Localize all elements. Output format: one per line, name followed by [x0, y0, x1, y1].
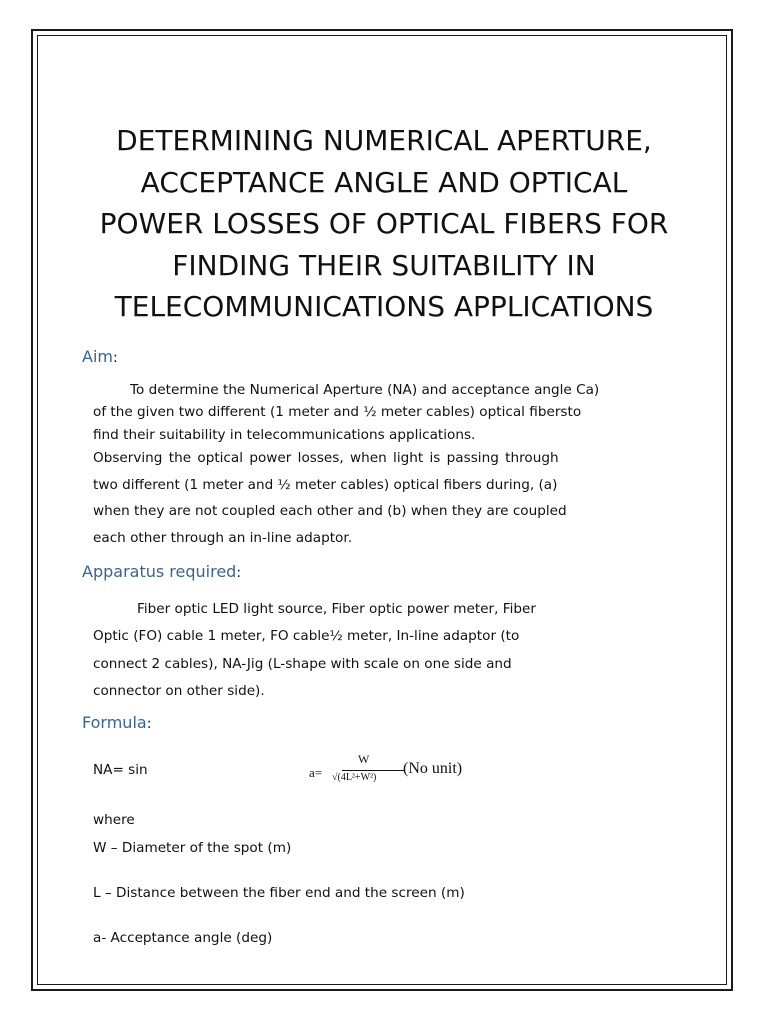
formula-heading — [82, 713, 151, 732]
formula-lhs: a= — [309, 765, 323, 780]
apparatus-line: Fiber optic LED light source, Fiber optic power meter, Fiber — [137, 601, 536, 617]
where-label: where — [93, 812, 135, 828]
apparatus-heading — [82, 562, 241, 581]
aim-line: To determine the Numerical Aperture (NA) and acceptance angle Ca) — [130, 382, 600, 398]
apparatus-line: Optic (FO) cable 1 meter, FO cable½ meter, In-line adaptor (to — [93, 628, 520, 644]
formula-heading-colon: : — [146, 716, 152, 732]
apparatus-heading-colon: : — [236, 565, 242, 581]
document-title — [60, 120, 708, 328]
formula-numerator: W — [358, 752, 370, 766]
title-line: FINDING THEIR SUITABILITY IN — [172, 248, 596, 282]
apparatus-line: connect 2 cables), NA-Jig (L-shape with scale on one side and — [93, 656, 512, 672]
formula-unit: (No unit) — [403, 760, 463, 777]
formula-denominator: √(4L²+W²) — [332, 772, 377, 783]
aim-heading-colon: : — [112, 350, 118, 366]
na-formula: NA= sin — [93, 762, 148, 778]
apparatus-line: connector on other side). — [93, 683, 265, 699]
aim-line: when they are not coupled each other and (b) when they are coupled — [93, 503, 567, 519]
acceptance-angle-formula — [306, 752, 506, 792]
aim-heading — [82, 347, 118, 366]
formula-heading-label: Formula — [82, 713, 147, 732]
title-line: TELECOMMUNICATIONS APPLICATIONS — [114, 290, 654, 323]
fraction-bar — [342, 770, 404, 771]
definition-w: W – Diameter of the spot (m) — [93, 840, 292, 856]
title-line: POWER LOSSES OF OPTICAL FIBERS FOR — [99, 207, 669, 240]
apparatus-heading-label: Apparatus required — [82, 562, 237, 581]
aim-line: Observing the optical power losses, when light is passing through — [93, 450, 559, 466]
title-line: ACCEPTANCE ANGLE AND OPTICAL — [140, 165, 628, 199]
aim-line: two different (1 meter and ½ meter cables) optical fibers during, (a) — [93, 477, 558, 493]
title-line: DETERMINING NUMERICAL APERTURE, — [116, 124, 652, 157]
definition-a: a- Acceptance angle (deg) — [93, 930, 273, 946]
aim-heading-label: Aim — [82, 347, 113, 366]
aim-line: find their suitability in telecommunications applications. — [93, 427, 476, 443]
definition-l: L – Distance between the fiber end and the screen (m) — [93, 885, 465, 901]
aim-line: each other through an in-line adaptor. — [93, 530, 353, 546]
aim-line: of the given two different (1 meter and ½ meter cables) optical fibersto — [93, 404, 582, 420]
